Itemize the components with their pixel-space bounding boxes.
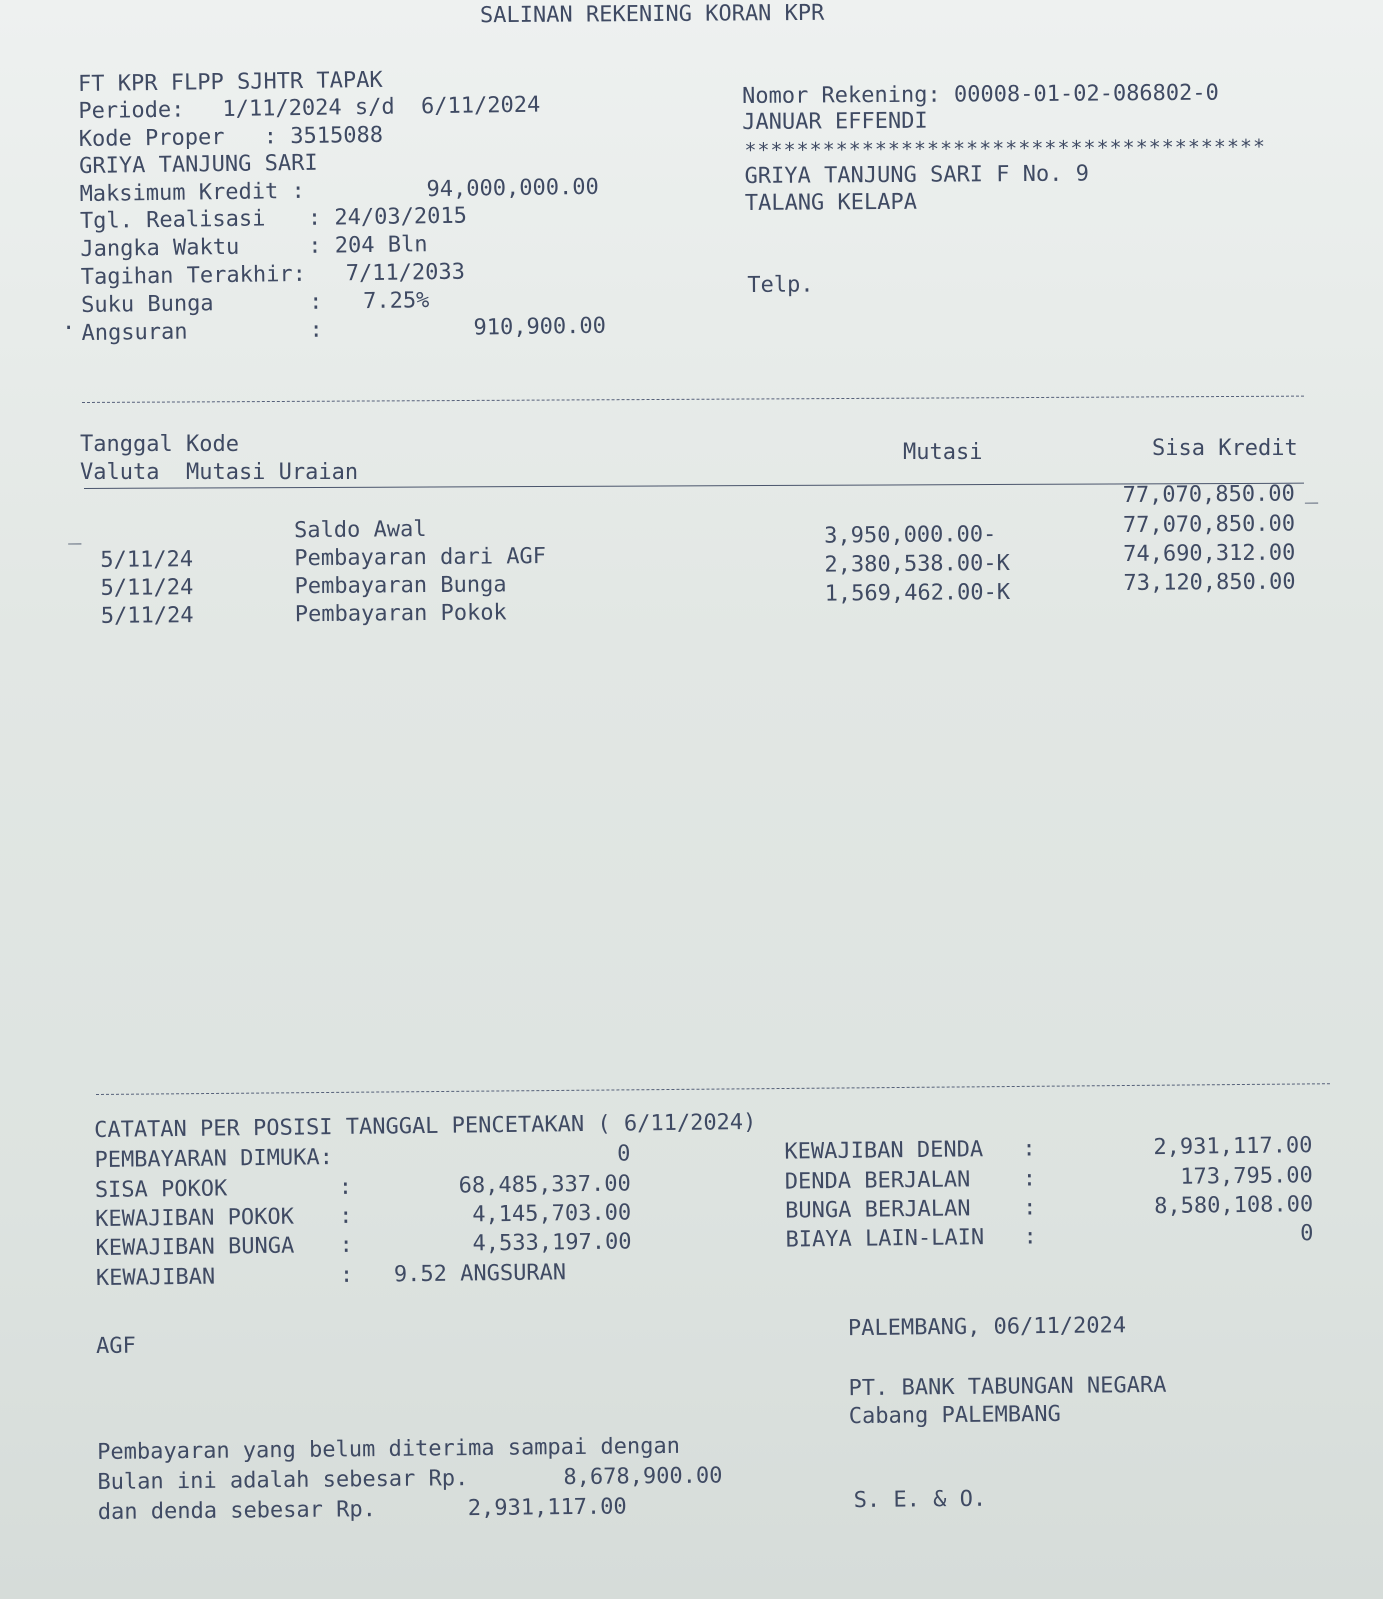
branch-name: Cabang PALEMBANG [848,1401,1061,1430]
summary-right-1-colon: : [1022,1166,1037,1192]
customer-address-1: GRIYA TANJUNG SARI F No. 9 [744,161,1090,189]
opening-sisa: 77,070,850.00 [1122,481,1295,508]
summary-left-2-value: 4,145,703.00 [472,1200,632,1228]
tgl-realisasi-value: : 24/03/2015 [307,203,468,231]
angsuran-value: 910,900.00 [473,313,607,341]
customer-telp: Telp. [747,272,814,298]
header-tanggal-kode: Tanggal Kode [80,432,239,457]
summary-left-3-colon: : [339,1232,353,1259]
angsuran-label: Angsuran [81,319,188,347]
opening-dash-right: _ [1304,479,1319,505]
row-3-mutasi: 1,569,462.00-K [824,579,1011,607]
note-line-3-label: dan denda sebesar Rp. [97,1497,377,1525]
summary-right-3-label: BIAYA LAIN-LAIN [785,1225,985,1253]
row-1-desc: Pembayaran dari AGF [294,544,547,572]
row-0-desc: Saldo Awal [293,517,427,544]
summary-right-0-value: 2,931,117.00 [1153,1133,1313,1161]
summary-right-2-label: BUNGA BERJALAN [785,1196,971,1224]
period-value: 1/11/2024 s/d 6/11/2024 [222,92,541,123]
summary-right-1-label: DENDA BERJALAN [784,1167,971,1195]
product-name: FT KPR FLPP SJHTR TAPAK [77,67,383,98]
summary-left-0-label: PEMBAYARAN DIMUKA: [94,1145,334,1174]
document-title: SALINAN REKENING KORAN KPR [479,0,825,29]
note-line-2-value: 8,678,900.00 [563,1463,723,1491]
place-date: PALEMBANG, 06/11/2024 [847,1313,1127,1342]
summary-left-3-label: KEWAJIBAN BUNGA [95,1233,295,1262]
summary-left-1-label: SISA POKOK [94,1176,228,1204]
angsuran-colon: : [309,317,323,343]
period-label: Periode: [78,97,185,125]
margin-mark: · [62,316,76,341]
maks-kredit-label: Maksimum Kredit : [79,178,305,208]
maks-kredit-value: 94,000,000.00 [426,174,599,203]
customer-name: JANUAR EFFENDI [742,108,928,135]
suku-bunga-value: 7.25% [362,288,430,315]
jangka-waktu-label: Jangka Waktu [80,234,240,263]
agf-label: AGF [95,1333,136,1359]
suku-bunga-label: Suku Bunga [80,291,214,319]
jangka-waktu-value: : 204 Bln [308,232,428,259]
summary-right-3-colon: : [1023,1224,1037,1250]
note-line-2-label: Bulan ini adalah sebesar Rp. [97,1466,469,1495]
row-2-mutasi: 2,380,538.00-K [824,550,1010,578]
row-1-date: 5/11/24 [100,547,194,573]
summary-left-4-value: 9.52 ANGSURAN [393,1260,567,1288]
summary-left-4-label: KEWAJIBAN [95,1264,216,1291]
tgl-realisasi-label: Tgl. Realisasi [79,206,266,235]
tagihan-value: 7/11/2033 [345,259,466,287]
header-mutasi: Mutasi [903,440,983,465]
summary-left-1-value: 68,485,337.00 [458,1171,631,1199]
bank-name: PT. BANK TABUNGAN NEGARA [848,1372,1167,1402]
customer-address-2: TALANG KELAPA [744,189,918,216]
kode-proper-value: : 3515088 [263,122,384,150]
seo-mark: S. E. & O. [853,1486,987,1514]
row-3-sisa: 73,120,850.00 [1123,569,1296,596]
note-line-3-value: 2,931,117.00 [467,1494,627,1522]
header-valuta-mutasi-uraian: Valuta Mutasi Uraian [80,460,359,485]
note-line-1: Pembayaran yang belum diterima sampai dengan [97,1433,681,1465]
summary-left-0-value: 0 [617,1141,631,1167]
row-2-sisa: 74,690,312.00 [1123,540,1296,567]
tagihan-label: Tagihan Terakhir: [80,261,307,291]
row-3-desc: Pembayaran Pokok [294,600,507,628]
header-sisa-kredit: Sisa Kredit [1152,436,1298,461]
divider-top [82,396,1304,403]
catatan-heading: CATATAN PER POSISI TANGGAL PENCETAKAN ( 6/11/2024) [93,1109,757,1144]
summary-left-4-colon: : [339,1262,354,1289]
summary-right-0-label: KEWAJIBAN DENDA [784,1137,984,1165]
summary-left-1-colon: : [338,1174,353,1201]
summary-right-0-colon: : [1022,1136,1036,1162]
project-name: GRIYA TANJUNG SARI [79,150,318,180]
summary-left-3-value: 4,533,197.00 [472,1229,632,1257]
summary-right-2-colon: : [1022,1195,1037,1221]
masked-line: **************************************** [744,134,1267,162]
suku-bunga-colon: : [308,289,323,315]
row-1-sisa: 77,070,850.00 [1122,511,1296,538]
summary-right-1-value: 173,795.00 [1180,1163,1313,1190]
row-3-date: 5/11/24 [100,603,194,629]
summary-right-3-value: 0 [1300,1221,1314,1247]
summary-right-2-value: 8,580,108.00 [1154,1192,1314,1220]
row-1-mutasi: 3,950,000.00- [824,522,997,549]
kode-proper-label: Kode Proper [78,124,225,153]
divider-bottom [96,1083,1330,1095]
row-2-date: 5/11/24 [100,575,194,601]
summary-left-2-label: KEWAJIBAN POKOK [95,1204,295,1233]
row-2-desc: Pembayaran Bunga [294,572,507,600]
account-number: Nomor Rekening: 00008-01-02-086802-0 [741,80,1219,109]
summary-left-2-colon: : [339,1203,353,1230]
opening-dash-left: _ [68,520,82,546]
